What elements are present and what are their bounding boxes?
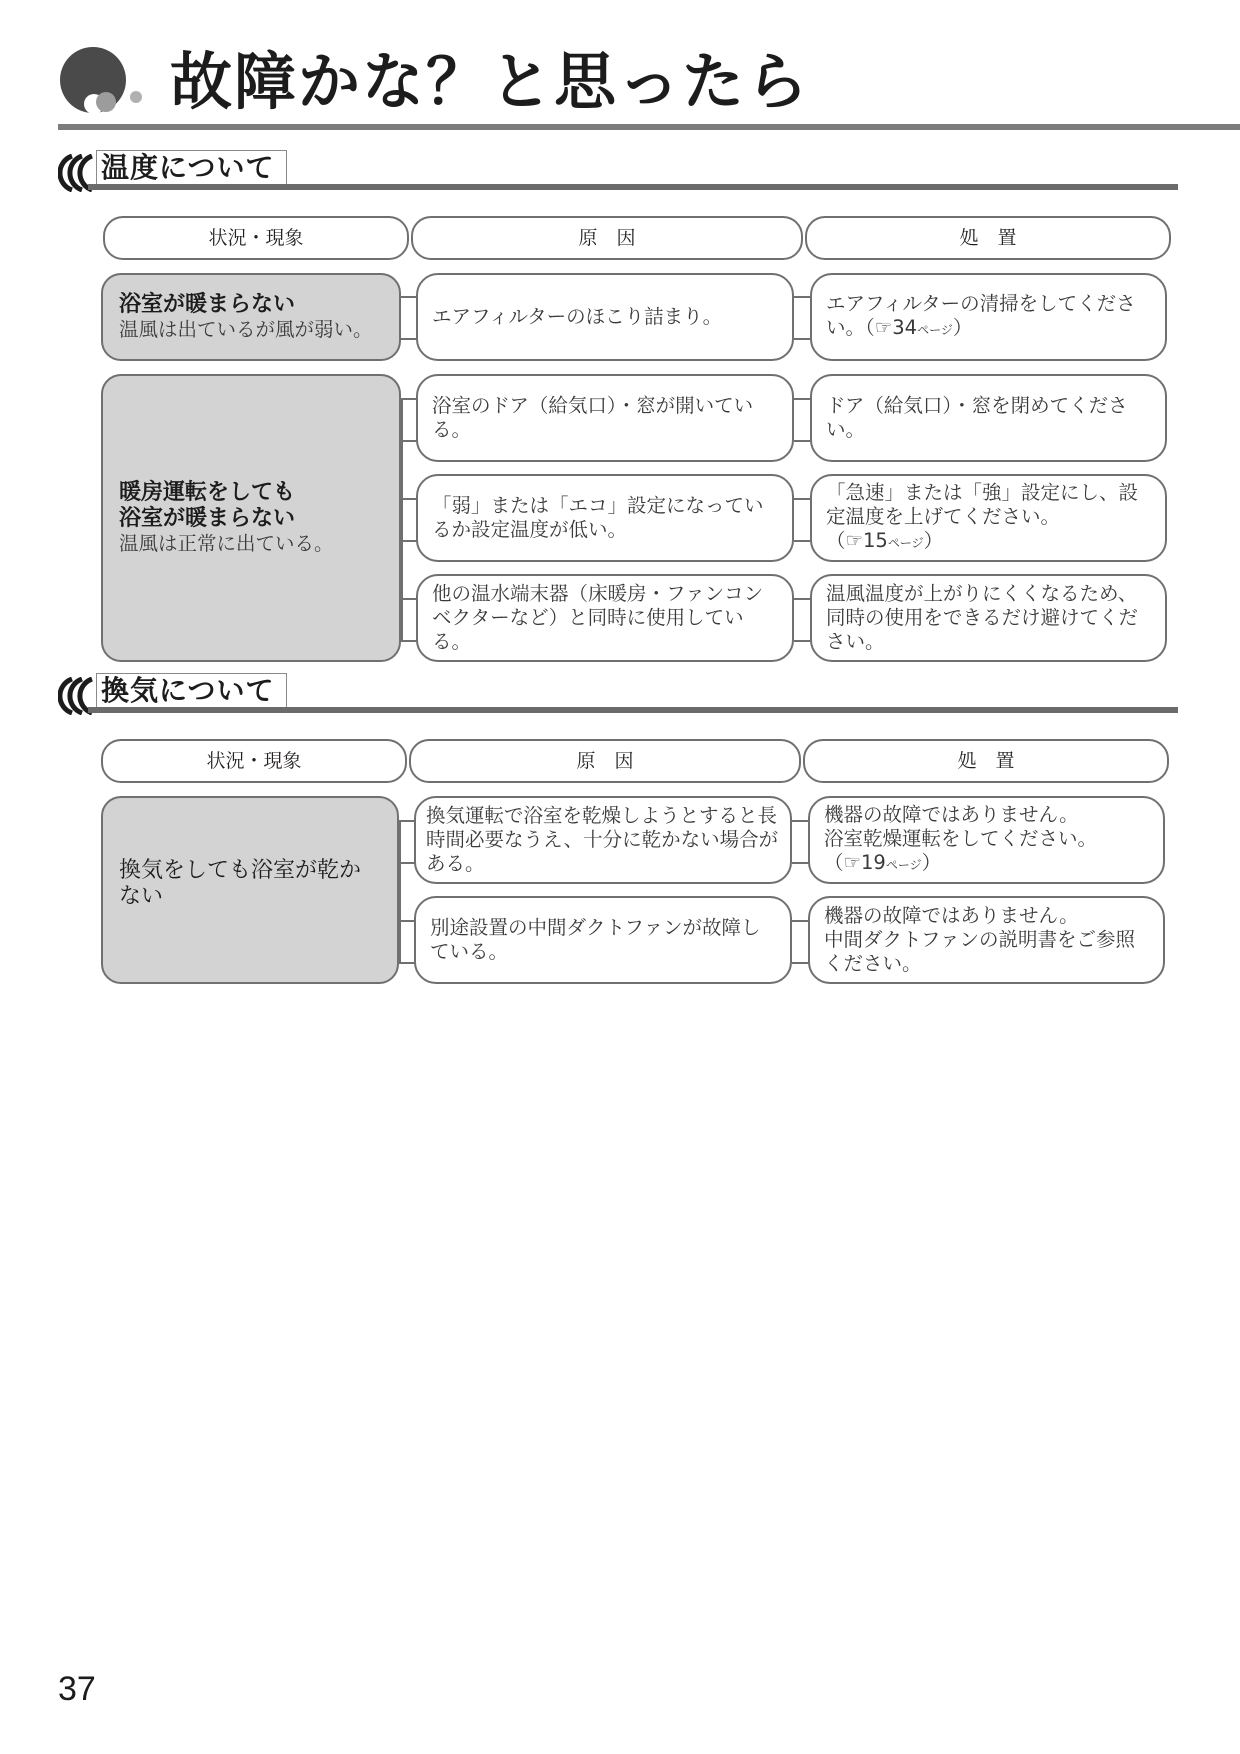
remedy-line2: 浴室乾燥運転をしてください。	[824, 827, 1098, 850]
column-header-remedy: 処 置	[805, 216, 1171, 260]
connector	[401, 598, 417, 600]
connector	[792, 862, 809, 864]
symptom-sub: 温風は正常に出ている。	[119, 532, 334, 555]
column-header-symptom: 状況・現象	[103, 216, 409, 260]
remedy-text: 「急速」または「強」設定にし、設定温度を上げてください。	[826, 481, 1139, 528]
cause-cell	[416, 574, 794, 662]
symptom-sub: 温風は出ているが風が弱い。	[119, 318, 373, 341]
connector	[794, 398, 811, 400]
remedy-cell: 「急速」または「強」設定にし、設定温度を上げてください。 （☞15ページ）	[810, 474, 1167, 562]
section-rule	[88, 184, 1178, 190]
page-number: 37	[58, 1670, 96, 1708]
page-header	[58, 40, 1240, 130]
page-ref-unit: ページ	[917, 323, 953, 337]
remedy-line1: 機器の故障ではありません。	[824, 904, 1079, 927]
connector	[401, 498, 417, 500]
section-title: 換気について	[96, 673, 287, 708]
connector	[401, 338, 417, 340]
section-heading-ventilation	[58, 673, 1178, 715]
circle-logo-icon	[58, 42, 148, 120]
title-rule	[58, 124, 1240, 130]
connector	[401, 296, 417, 298]
cause-cell	[416, 474, 794, 562]
symptom-main: 換気をしても浴室が乾かない	[119, 858, 362, 909]
connector	[794, 296, 811, 298]
column-header-cause: 原 因	[411, 216, 803, 260]
connector	[794, 338, 811, 340]
remedy-text: 温風温度が上がりにくくなるため、同時の使用をできるだけ避けてください。	[826, 582, 1139, 653]
remedy-cell	[810, 374, 1167, 462]
cause-text: 別途設置の中間ダクトファンが故障している。	[430, 916, 761, 963]
page-ref-unit: ページ	[887, 536, 924, 550]
connector	[794, 498, 811, 500]
cause-cell	[416, 374, 794, 462]
remedy-line1: 機器の故障ではありません。	[824, 803, 1079, 826]
connector-vertical	[399, 820, 401, 962]
page-ref[interactable]: 19	[861, 851, 886, 874]
connector	[401, 398, 417, 400]
symptom-cell	[101, 273, 401, 361]
remedy-text: ドア（給気口）・窓を閉めてください。	[826, 394, 1128, 441]
cause-cell	[416, 273, 794, 361]
symptom-cell	[101, 796, 399, 984]
remedy-cell	[808, 896, 1165, 984]
remedy-cell	[810, 574, 1167, 662]
connector	[401, 440, 417, 442]
column-header-remedy: 処 置	[803, 739, 1169, 783]
connector	[399, 962, 415, 964]
connector	[792, 820, 809, 822]
cause-text: 浴室のドア（給気口）・窓が開いている。	[432, 394, 754, 441]
remedy-text: エアフィルターの清掃をしてください。（	[826, 292, 1136, 339]
symptom-main: 浴室が暖まらない	[119, 292, 296, 317]
symptom-cell	[101, 374, 401, 662]
connector	[401, 540, 417, 542]
connector	[794, 540, 811, 542]
connector	[794, 640, 811, 642]
connector	[794, 440, 811, 442]
cause-cell	[414, 796, 792, 884]
page-ref-unit: ページ	[885, 858, 922, 872]
column-header-symptom: 状況・現象	[101, 739, 407, 783]
connector	[399, 820, 415, 822]
page-ref[interactable]: 34	[892, 316, 918, 339]
page-title: 故障かな？と思ったら	[170, 45, 811, 118]
section-rule	[88, 707, 1178, 713]
page-ref[interactable]: 15	[863, 529, 888, 552]
hand-pointer-icon: ☞	[843, 851, 861, 874]
column-header-cause: 原 因	[409, 739, 801, 783]
connector	[399, 920, 415, 922]
cause-text: エアフィルターのほこり詰まり。	[432, 305, 723, 328]
connector-vertical	[401, 398, 403, 640]
connector	[792, 920, 809, 922]
cause-text: 「弱」または「エコ」設定になっているか設定温度が低い。	[432, 494, 764, 541]
hand-pointer-icon: ☞	[874, 316, 893, 339]
remedy-cell: エアフィルターの清掃をしてください。（☞34ページ）	[810, 273, 1167, 361]
cause-text: 換気運転で浴室を乾燥しようとすると長時間必要なうえ、十分に乾かない場合がある。	[426, 804, 779, 875]
symptom-main-line1: 暖房運転をしても	[119, 480, 296, 505]
remedy-line2: 中間ダクトファンの説明書をご参照ください。	[824, 928, 1136, 975]
connector	[792, 962, 809, 964]
connector	[399, 862, 415, 864]
remedy-cell: 機器の故障ではありません。 浴室乾燥運転をしてください。 （☞19ページ）	[808, 796, 1165, 884]
section-heading-temperature	[58, 150, 1178, 192]
connector	[794, 598, 811, 600]
cause-cell	[414, 896, 792, 984]
cause-text: 他の温水端末器（床暖房・ファンコンベクターなど）と同時に使用している。	[432, 582, 764, 653]
connector	[401, 640, 417, 642]
hand-pointer-icon: ☞	[845, 529, 863, 552]
symptom-main-line2: 浴室が暖まらない	[119, 506, 296, 531]
section-title: 温度について	[96, 150, 287, 185]
